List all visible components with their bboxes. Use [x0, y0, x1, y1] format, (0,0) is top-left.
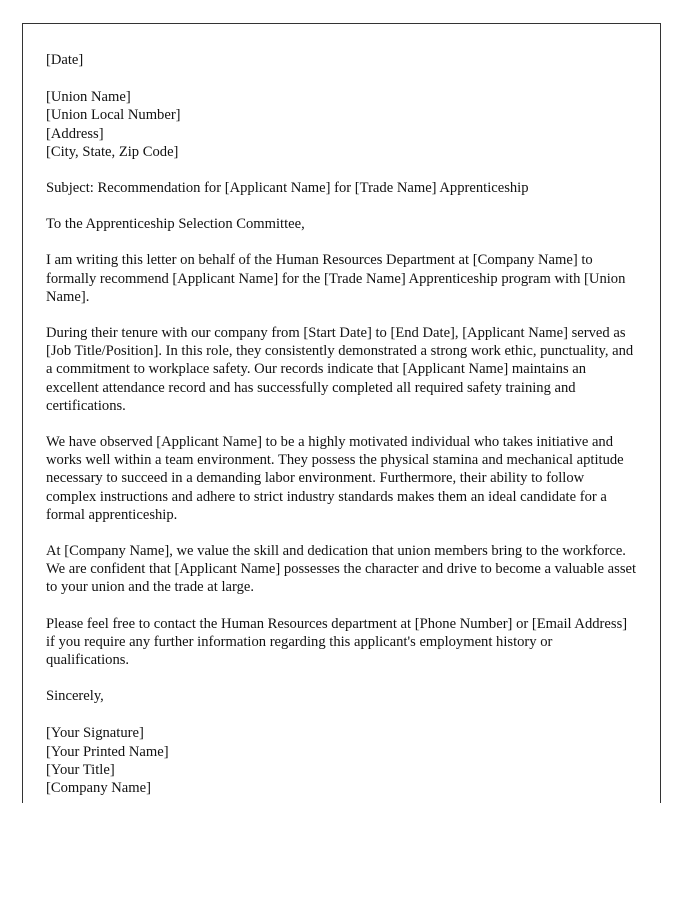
- date-line: [Date]: [46, 52, 84, 68]
- title-placeholder: [Your Title]: [46, 761, 115, 778]
- subject-line: Subject: Recommendation for [Applicant Name] for [Trade Name] Apprenticeship: [46, 180, 529, 197]
- recipient-address-block: [46, 88, 638, 161]
- body-paragraph-1: I am writing this letter on behalf of the Human Resources Department at [Company Name] to formally recommend [Applicant Name] for the [Trade Name] Apprenticeship program with [Union Name].: [46, 252, 626, 305]
- recipient-union-local-number: [Union Local Number]: [46, 107, 181, 124]
- recipient-address: [Address]: [46, 125, 104, 142]
- letter-content: [46, 51, 638, 797]
- salutation: To the Apprenticeship Selection Committee,: [46, 216, 305, 233]
- body-paragraph-5: Please feel free to contact the Human Resources department at [Phone Number] or [Email Address] if you require any further information regarding this applicant's employment history or qualifications.: [46, 615, 628, 669]
- company-name-placeholder: [Company Name]: [46, 780, 151, 797]
- document-page-frame: [22, 23, 661, 803]
- signature-placeholder: [Your Signature]: [46, 725, 144, 742]
- closing-line: Sincerely,: [46, 688, 104, 705]
- date-block: [46, 51, 638, 69]
- recipient-union-name: [Union Name]: [46, 89, 131, 106]
- body-paragraph-3: We have observed [Applicant Name] to be a highly motivated individual who takes initiative and works well within a team environment. They possess the physical stamina and mechanical aptitude necessary to succeed in a demanding labor environment. Furthermore, their ability to follow complex instructions and adhere to strict industry standards makes them an ideal candidate for a formal apprenticeship.: [46, 434, 624, 523]
- closing-block: [46, 687, 638, 705]
- signature-block: [46, 724, 638, 797]
- body-paragraph-4: At [Company Name], we value the skill and dedication that union members bring to the workforce. We are confident that [Applicant Name] possesses the character and drive to become a valuable asset to your union and the trade at large.: [46, 543, 637, 596]
- body-paragraph-2: During their tenure with our company from [Start Date] to [End Date], [Applicant Name] served as [Job Title/Position]. In this role, they consistently demonstrated a strong work ethic, punctuality, and a commitment to workplace safety. Our records indicate that [Applicant Name] maintains an excellent attendance record and has successfully completed all required safety training and certifications.: [46, 325, 634, 414]
- recipient-city-state-zip: [City, State, Zip Code]: [46, 143, 179, 160]
- printed-name-placeholder: [Your Printed Name]: [46, 743, 169, 760]
